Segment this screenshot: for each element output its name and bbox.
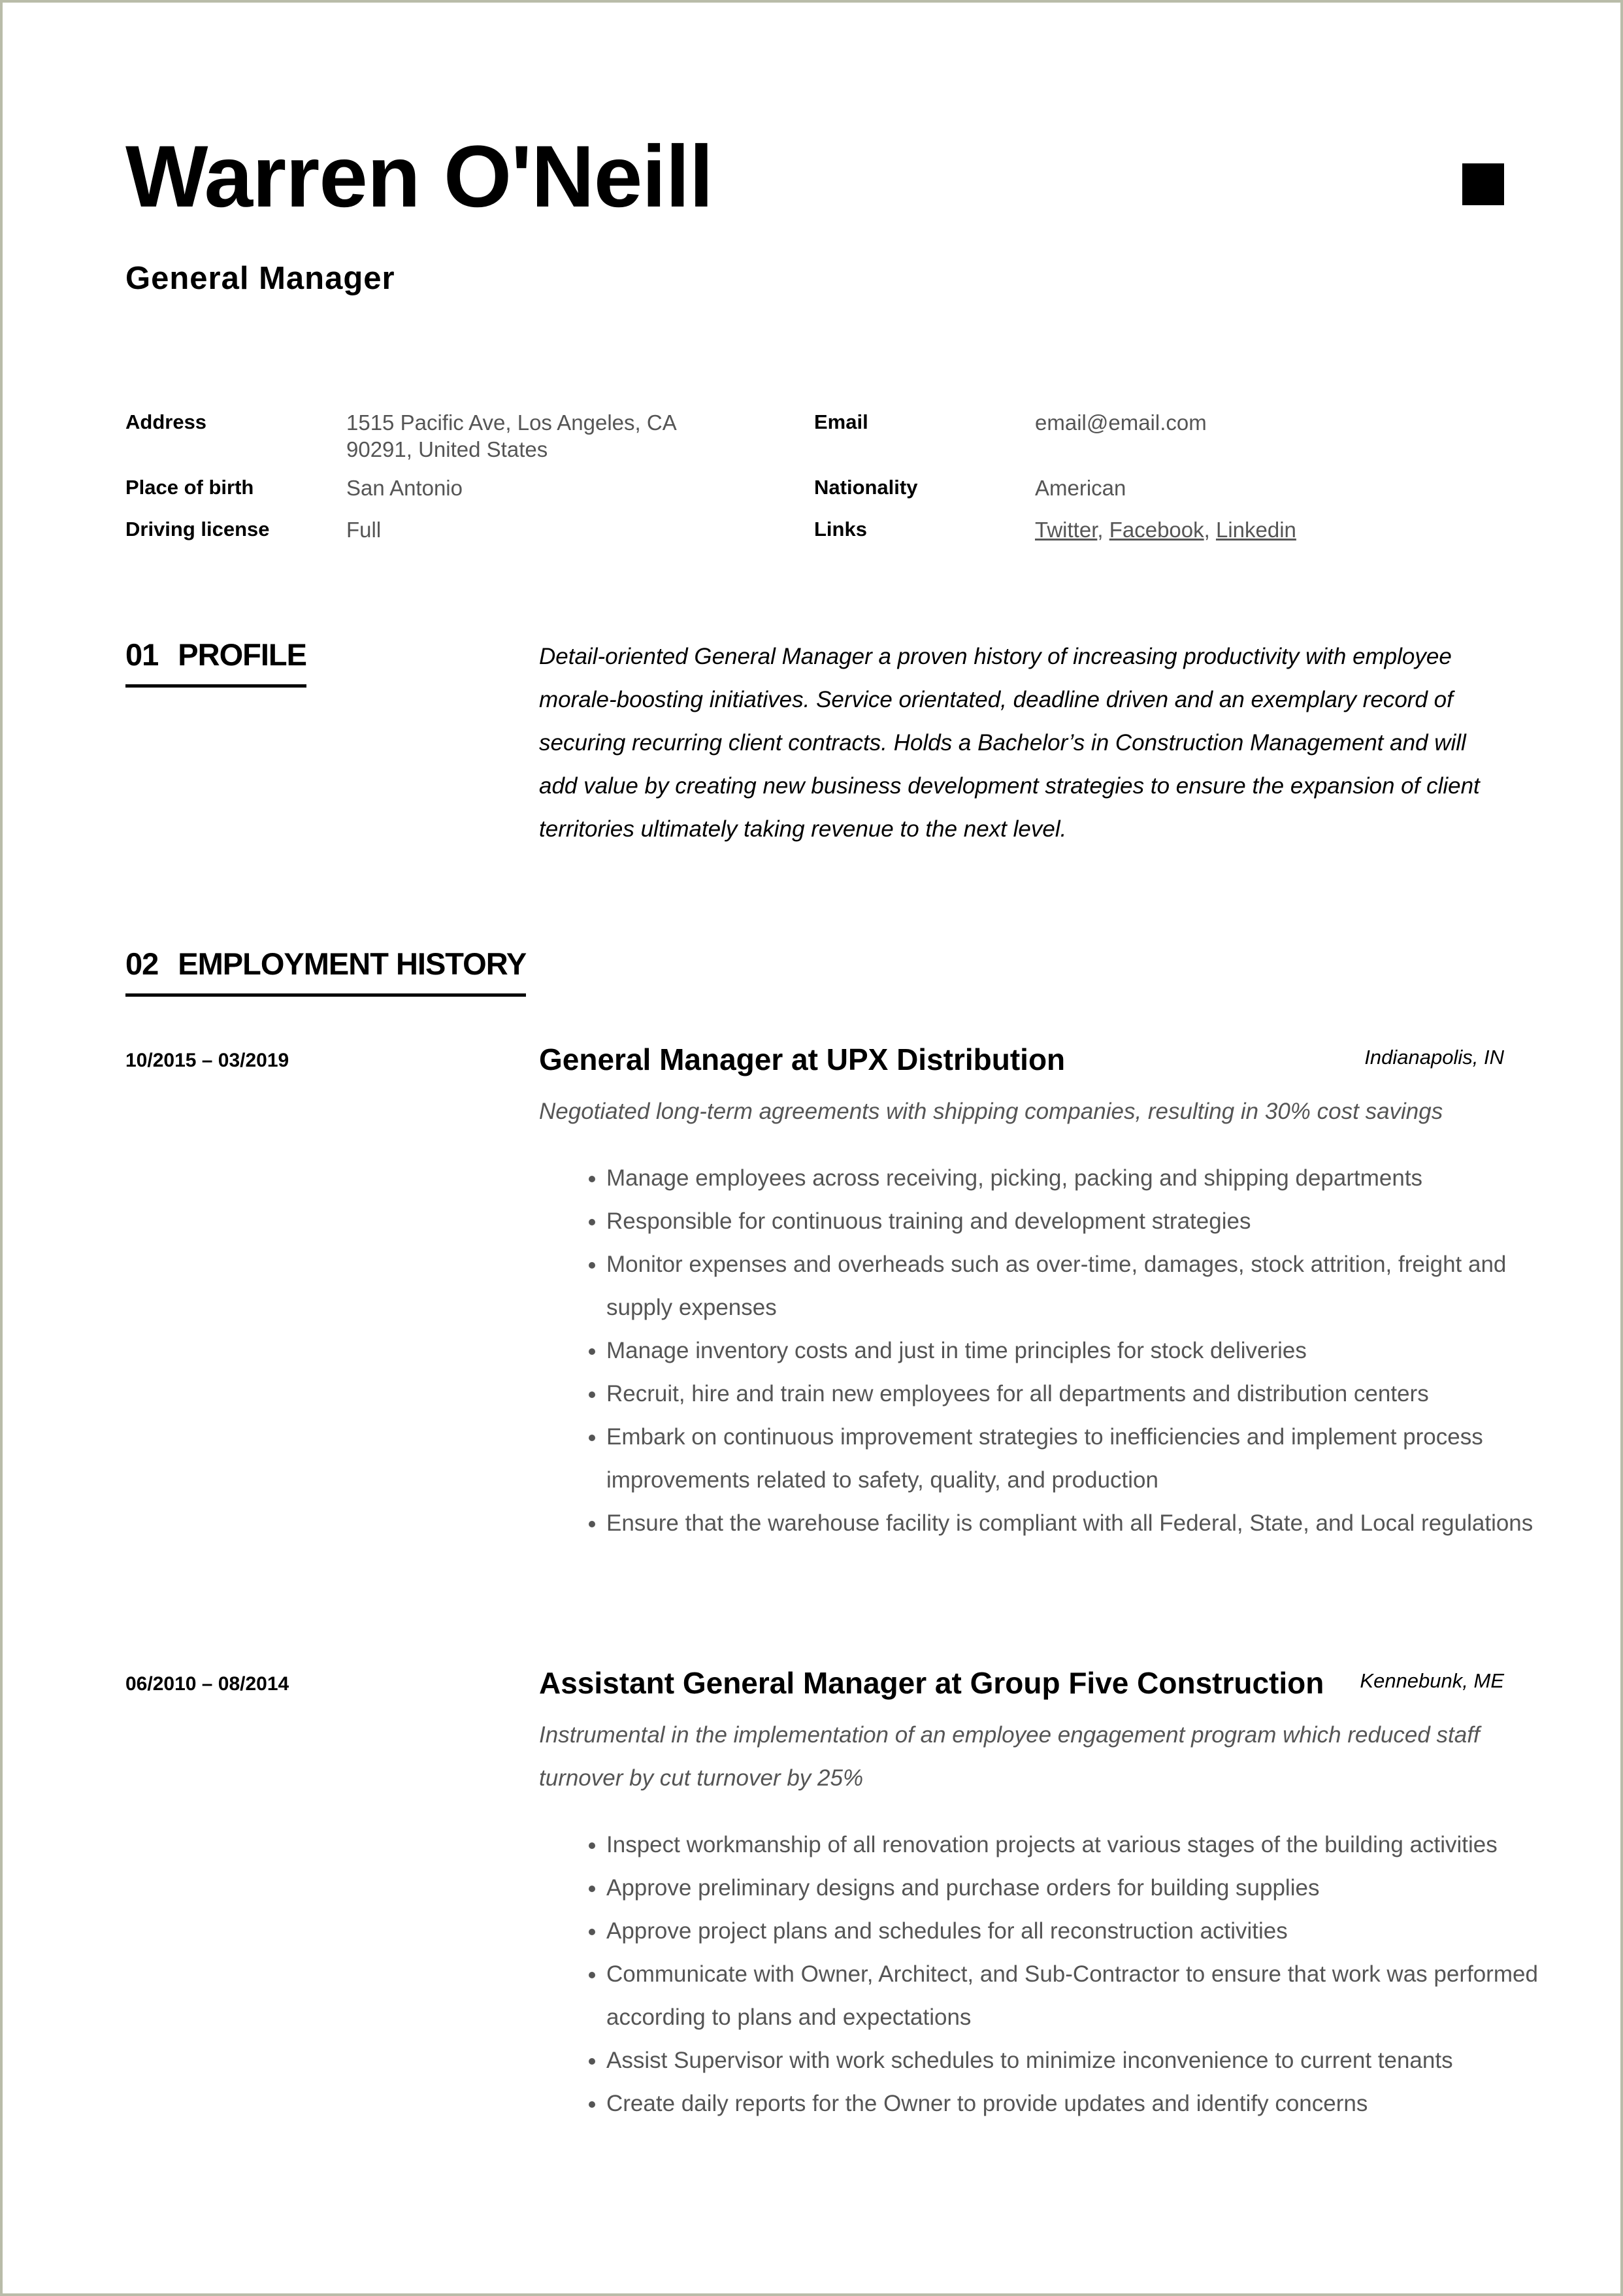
- email-value: email@email.com: [1035, 410, 1207, 435]
- profile-heading: [125, 639, 306, 688]
- twitter-link[interactable]: Twitter: [1035, 518, 1098, 542]
- list-item: • Manage inventory costs and just in time principles for stock deliveries: [606, 1329, 1571, 1373]
- job-summary: Negotiated long-term agreements with shipping companies, resulting in 30% cost savings: [539, 1099, 1443, 1124]
- job-bullets: [539, 1823, 1571, 2125]
- license-label: Driving license: [125, 518, 270, 541]
- job-title: Assistant General Manager at Group Five Construction: [539, 1666, 1324, 1700]
- list-item: • Embark on continuous improvement strategies to inefficiencies and implement process improvements related to safety, quality, and production: [606, 1416, 1571, 1502]
- job-location: Kennebunk, ME: [1360, 1669, 1504, 1692]
- nationality-label: Nationality: [814, 476, 918, 499]
- address-value: 1515 Pacific Ave, Los Angeles, CA 90291, United States: [346, 410, 676, 461]
- link-separator: ,: [1097, 518, 1104, 542]
- job-location: Indianapolis, IN: [1364, 1046, 1504, 1069]
- list-item: • Approve project plans and schedules for all reconstruction activities: [606, 1910, 1571, 1953]
- email-label: Email: [814, 410, 868, 433]
- list-item: • Ensure that the warehouse facility is compliant with all Federal, State, and Local regulations: [606, 1502, 1571, 1545]
- section-title: EMPLOYMENT HISTORY: [178, 946, 527, 981]
- link-separator: ,: [1204, 518, 1210, 542]
- job-dates: 06/2010 – 08/2014: [125, 1673, 289, 1695]
- candidate-title: General Manager: [125, 261, 395, 296]
- section-title: PROFILE: [178, 637, 306, 672]
- linkedin-link[interactable]: Linkedin: [1215, 518, 1296, 542]
- list-item: • Assist Supervisor with work schedules to minimize inconvenience to current tenants: [606, 2039, 1571, 2082]
- list-item: • Communicate with Owner, Architect, and Sub-Contractor to ensure that work was performed according to plans and expectations: [606, 1953, 1571, 2039]
- address-label: Address: [125, 410, 207, 433]
- list-item: • Monitor expenses and overheads such as over-time, damages, stock attrition, freight and supply expenses: [606, 1243, 1571, 1329]
- list-item: • Create daily reports for the Owner to provide updates and identify concerns: [606, 2082, 1571, 2125]
- birth-value: San Antonio: [346, 476, 463, 500]
- job-dates: 10/2015 – 03/2019: [125, 1050, 289, 1071]
- links-value: [1035, 516, 1401, 543]
- section-number: 02: [125, 946, 159, 981]
- section-number: 01: [125, 637, 159, 672]
- license-value: Full: [346, 518, 382, 542]
- list-item: • Manage employees across receiving, picking, packing and shipping departments: [606, 1157, 1571, 1200]
- list-item: • Approve preliminary designs and purchase orders for building supplies: [606, 1867, 1571, 1910]
- job-summary: Instrumental in the implementation of an employee engagement program which reduced staff turnover by cut turnover by 25%: [539, 1722, 1480, 1791]
- employment-heading: [125, 948, 526, 997]
- profile-text: Detail-oriented General Manager a proven history of increasing productivity with employee morale-boosting initiatives. Service orientated, deadline driven and an exemplary record of securing recurring client contracts. Holds a Bachelor’s in Construction Management and will add value by creating new business development strategies to ensure the expansion of client territories ultimately taking revenue to the next level.: [539, 644, 1480, 842]
- candidate-name: Warren O'Neill: [125, 128, 713, 225]
- links-label: Links: [814, 518, 867, 541]
- job-bullets: [539, 1157, 1571, 1545]
- nationality-value: American: [1035, 476, 1126, 500]
- job-title: General Manager at UPX Distribution: [539, 1042, 1066, 1076]
- list-item: • Recruit, hire and train new employees for all departments and distribution centers: [606, 1373, 1571, 1416]
- list-item: • Responsible for continuous training and development strategies: [606, 1200, 1571, 1243]
- list-item: • Inspect workmanship of all renovation projects at various stages of the building activities: [606, 1823, 1571, 1867]
- square-icon: [1462, 163, 1504, 205]
- birth-label: Place of birth: [125, 476, 254, 499]
- facebook-link[interactable]: Facebook: [1109, 518, 1204, 542]
